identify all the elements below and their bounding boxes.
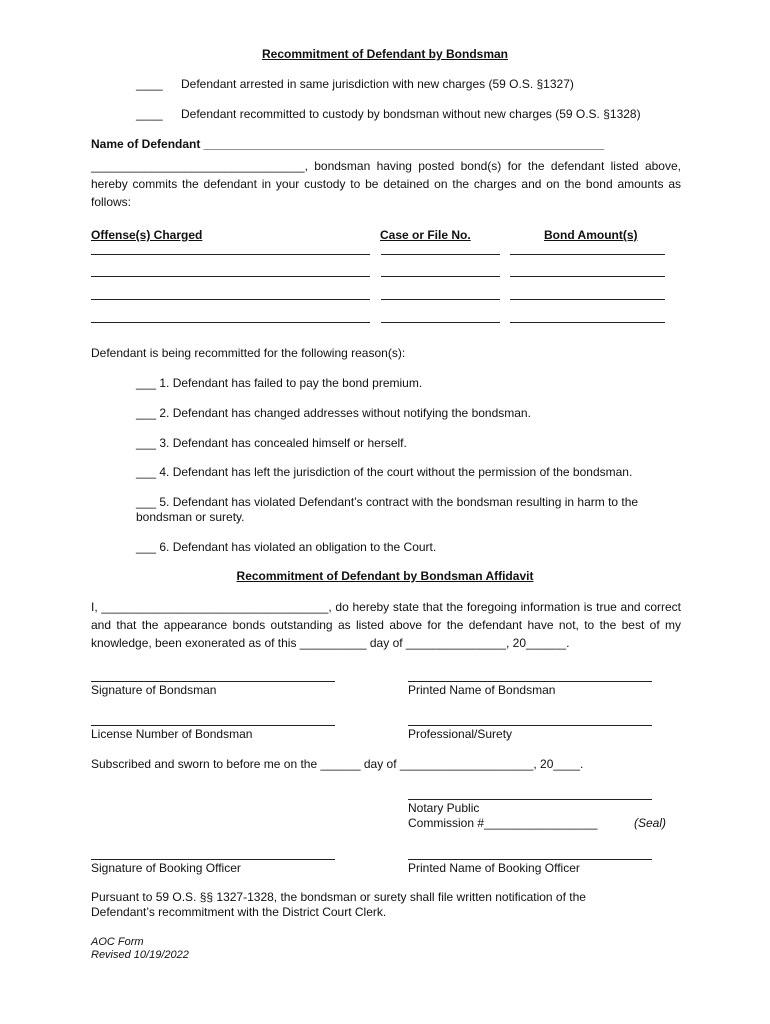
affidavit-title: Recommitment of Defendant by Bondsman Affidavit <box>236 569 534 583</box>
header-bond-amount: Bond Amount(s) <box>544 228 638 242</box>
header-offense: Offense(s) Charged <box>91 228 203 242</box>
booking-officer-signature-label: Signature of Booking Officer <box>91 861 241 875</box>
bond-amount-line[interactable] <box>510 254 665 255</box>
offense-line[interactable] <box>91 322 370 323</box>
bondsman-signature-line[interactable] <box>91 681 335 682</box>
reason-item-4[interactable]: ___ 4. Defendant has left the jurisdiction of the court without the permission of the bondsman. <box>136 465 633 479</box>
notice-paragraph: Pursuant to 59 O.S. §§ 1327-1328, the bondsman or surety shall file written notification of the Defendant’s recommitment with the District Court Clerk. <box>91 890 586 919</box>
option-blank-new-charges[interactable]: ____ <box>136 77 163 91</box>
reasons-intro: Defendant is being recommitted for the following reason(s): <box>91 346 406 360</box>
bondsman-signature-label: Signature of Bondsman <box>91 683 217 697</box>
professional-surety-label: Professional/Surety <box>408 727 513 741</box>
case-no-line[interactable] <box>381 322 500 323</box>
commit-paragraph: ________________________________, bondsman having posted bond(s) for the defendant listed above, hereby commits the defendant in your custody to be detained on the charges and on the bond amounts as follows: <box>91 159 681 209</box>
reason-item-2[interactable]: ___ 2. Defendant has changed addresses without notifying the bondsman. <box>136 406 531 420</box>
license-number-line[interactable] <box>91 725 335 726</box>
seal-label: (Seal) <box>634 816 667 830</box>
bond-amount-line[interactable] <box>510 299 665 300</box>
header-case-no: Case or File No. <box>380 228 471 242</box>
printed-bondsman-label: Printed Name of Bondsman <box>408 683 556 697</box>
notary-signature-line[interactable] <box>408 799 652 800</box>
printed-bondsman-line[interactable] <box>408 681 652 682</box>
affidavit-paragraph: I, __________________________________, do hereby state that the foregoing information is true and correct and that the appearance bonds outstanding as listed above for the defendant have not, to the best of my knowledge, been exonerated as of this __________ day of _______________, 20______. <box>91 600 681 650</box>
reason-item-1[interactable]: ___ 1. Defendant has failed to pay the bond premium. <box>136 376 423 390</box>
reason-item-6[interactable]: ___ 6. Defendant has violated an obligation to the Court. <box>136 540 437 554</box>
offense-line[interactable] <box>91 254 370 255</box>
professional-surety-line[interactable] <box>408 725 652 726</box>
footer-form-name: AOC Form <box>91 936 144 948</box>
printed-booking-officer-line[interactable] <box>408 859 652 860</box>
notary-public-label: Notary Public <box>408 801 480 815</box>
license-number-label: License Number of Bondsman <box>91 727 253 741</box>
commission-number-field[interactable]: Commission #_________________ <box>408 816 598 830</box>
case-no-line[interactable] <box>381 254 500 255</box>
case-no-line[interactable] <box>381 276 500 277</box>
form-title: Recommitment of Defendant by Bondsman <box>261 47 509 61</box>
option-new-charges-label: Defendant arrested in same jurisdiction with new charges (59 O.S. §1327) <box>181 77 574 91</box>
option-no-new-charges-label: Defendant recommitted to custody by bondsman without new charges (59 O.S. §1328) <box>181 107 641 121</box>
bond-amount-line[interactable] <box>510 322 665 323</box>
reason-item-3[interactable]: ___ 3. Defendant has concealed himself or herself. <box>136 436 407 450</box>
subscribed-sworn-line[interactable]: Subscribed and sworn to before me on the ______ day of ____________________, 20____. <box>91 757 584 771</box>
offense-line[interactable] <box>91 276 370 277</box>
offense-line[interactable] <box>91 299 370 300</box>
printed-booking-officer-label: Printed Name of Booking Officer <box>408 861 580 875</box>
defendant-name-field[interactable]: Name of Defendant ____________________________________________________________ <box>91 137 605 151</box>
option-blank-no-new-charges[interactable]: ____ <box>136 107 163 121</box>
bond-amount-line[interactable] <box>510 276 665 277</box>
booking-officer-signature-line[interactable] <box>91 859 335 860</box>
reason-item-5[interactable]: ___ 5. Defendant has violated Defendant’s contract with the bondsman resulting in harm to the bondsman or surety. <box>136 495 639 524</box>
case-no-line[interactable] <box>381 299 500 300</box>
footer-revision-date: Revised 10/19/2022 <box>91 949 189 961</box>
